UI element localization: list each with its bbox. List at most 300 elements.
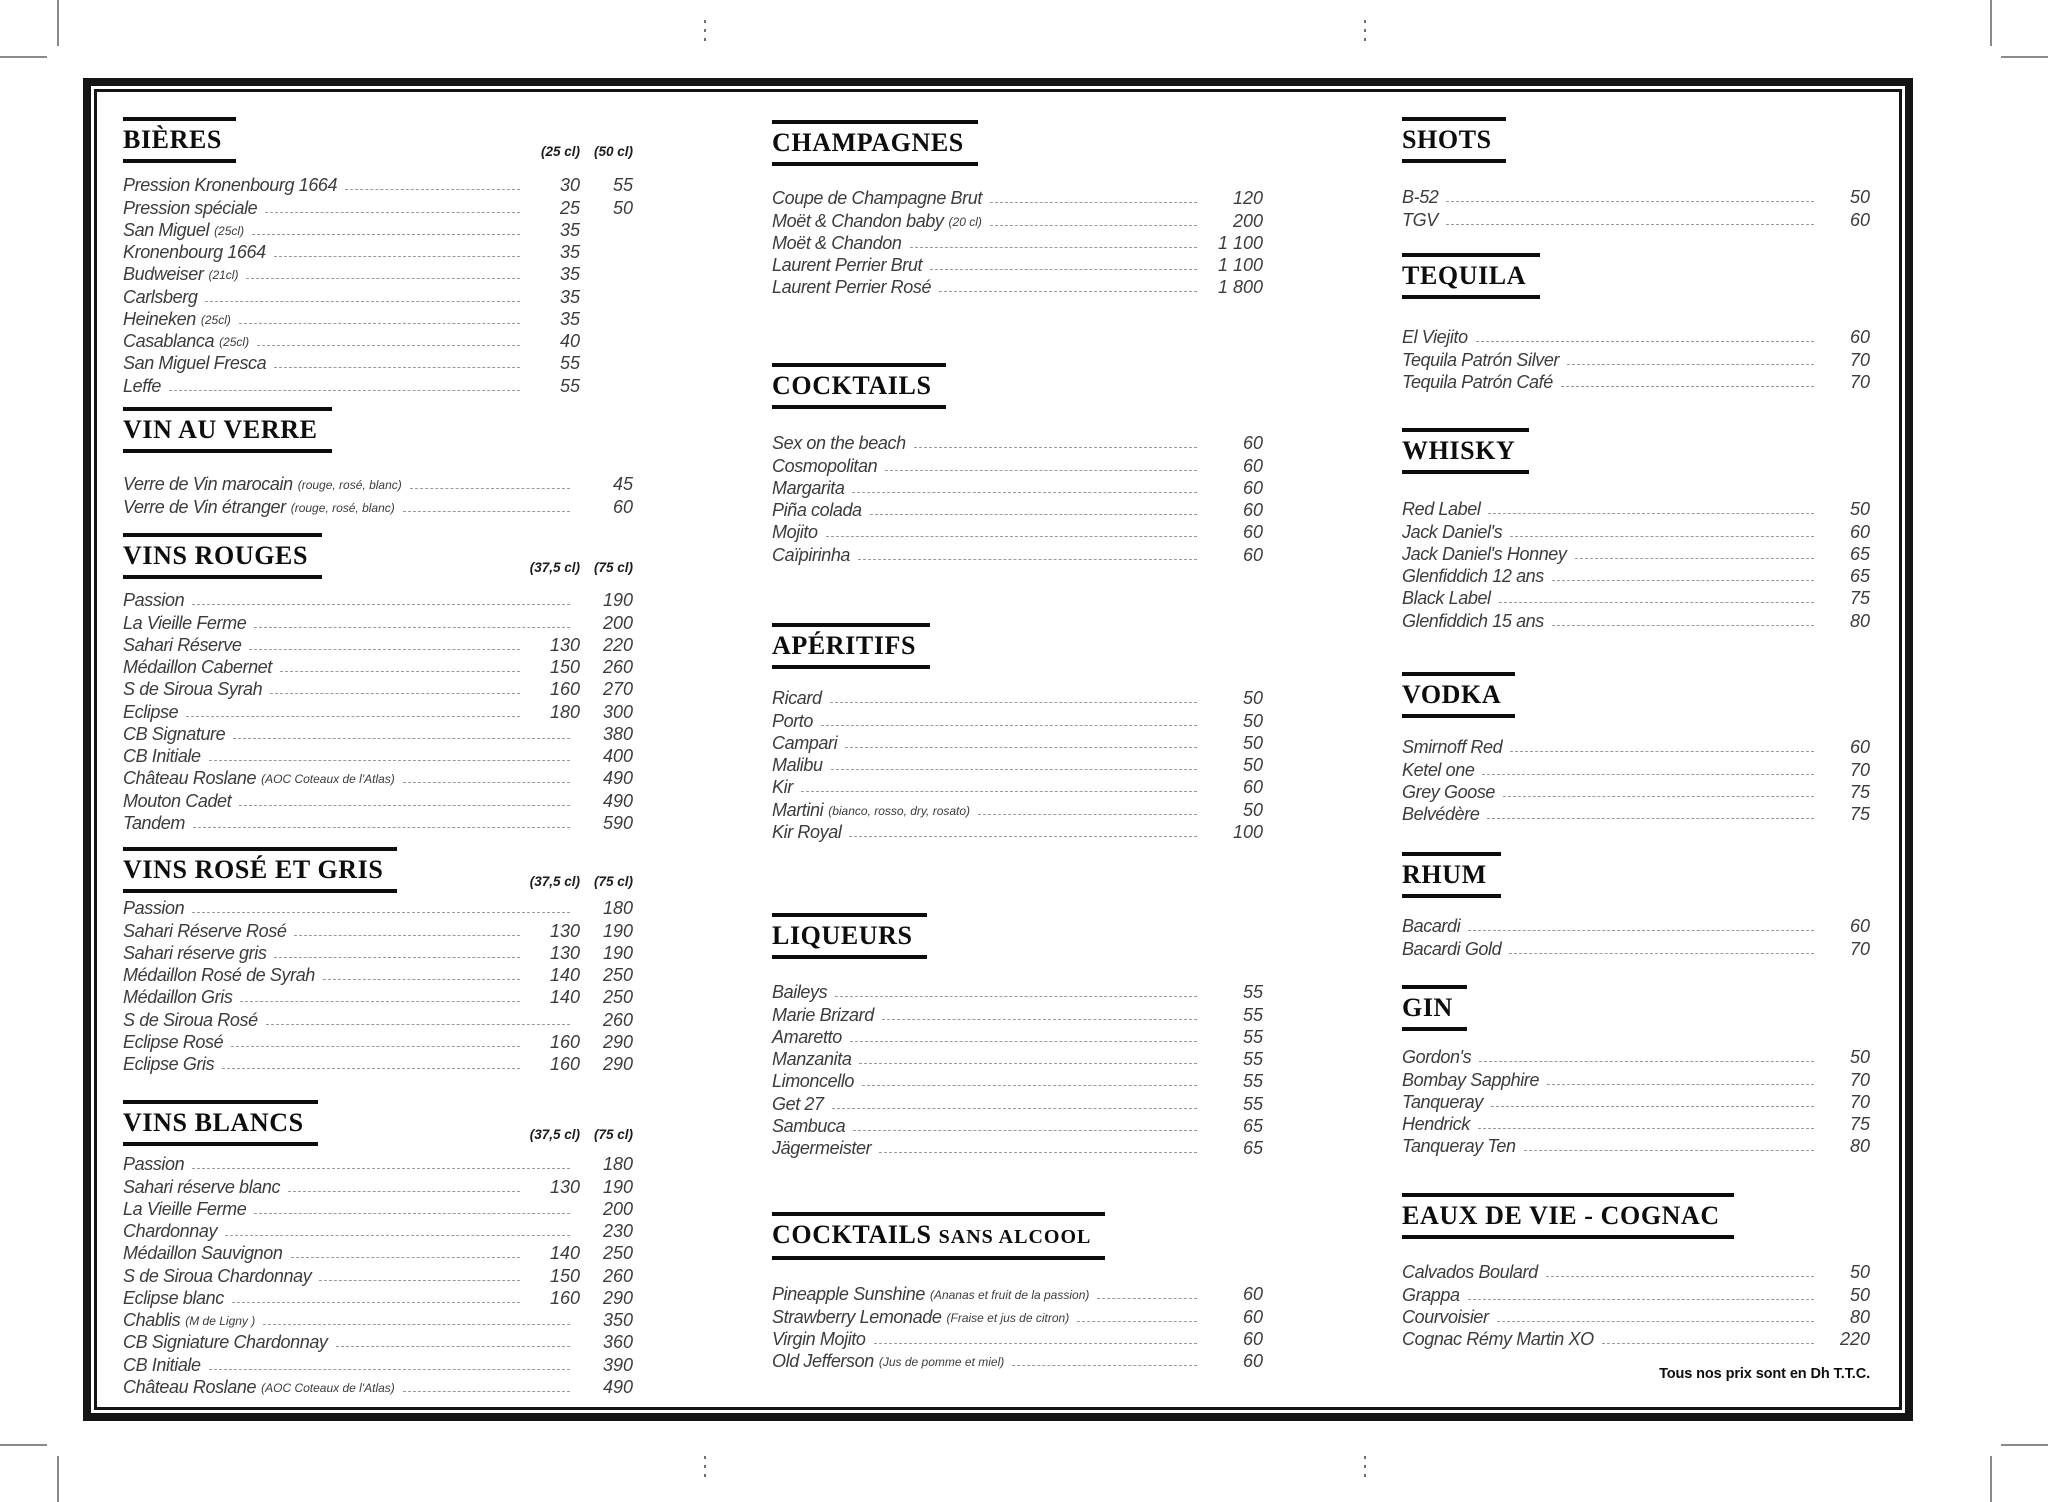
section-header [123, 1100, 633, 1146]
dot-leader [323, 979, 520, 980]
item-price: 60 [1849, 916, 1870, 937]
section-vin-au-verre [123, 407, 633, 517]
dot-leader [257, 345, 520, 346]
dot-leader [870, 514, 1197, 515]
item-name: Margarita [772, 477, 845, 498]
dot-leader [1503, 796, 1814, 797]
item-name: Gordon's [1402, 1047, 1472, 1068]
section-header [1402, 428, 1870, 474]
dot-leader [232, 1302, 520, 1303]
item-price: 55 [1242, 982, 1263, 1003]
item-name: Martini [772, 799, 824, 820]
dot-leader [192, 912, 570, 913]
dot-leader [1602, 1343, 1814, 1344]
dot-leader [263, 1324, 570, 1325]
item-price: 60 [1242, 522, 1263, 543]
size-label: (25 cl) [540, 144, 580, 159]
item-price-small: 160 [549, 1054, 580, 1074]
menu-item [123, 329, 633, 351]
dot-leader [930, 269, 1197, 270]
dot-leader [1499, 602, 1814, 603]
size-label: (37,5 cl) [529, 1127, 580, 1142]
item-price-large: 360 [602, 1332, 633, 1353]
item-price-large: 400 [602, 746, 633, 766]
item-name: Eclipse [123, 701, 179, 722]
item-name: Chablis [123, 1310, 181, 1330]
section-title: VINS ROUGES [123, 533, 322, 579]
menu-item [1402, 1305, 1870, 1327]
section-title: WHISKY [1402, 428, 1529, 474]
item-name: Red Label [1402, 499, 1481, 520]
item-price-large: 300 [602, 701, 633, 722]
item-price-small: 140 [549, 965, 580, 985]
menu-item [123, 588, 633, 610]
menu-item [123, 1308, 633, 1330]
dot-leader [231, 1046, 520, 1047]
item-price: 60 [1242, 477, 1263, 498]
item-price-small: 130 [549, 634, 580, 655]
size-column-labels [516, 1127, 633, 1142]
dot-leader [1097, 1298, 1197, 1299]
item-note: (25cl) [214, 223, 245, 238]
section-items [1402, 735, 1870, 824]
item-note: (25cl) [219, 335, 250, 349]
menu-item [123, 1007, 633, 1029]
menu-item [1402, 347, 1870, 369]
dot-leader [826, 536, 1197, 537]
dot-leader [270, 693, 520, 694]
section-title: VINS ROSÉ ET GRIS [123, 847, 397, 893]
item-price-large: 190 [602, 920, 633, 941]
item-name: Tequila Patrón Silver [1402, 349, 1560, 370]
section-items [772, 186, 1263, 297]
dot-leader [1012, 1365, 1197, 1366]
item-price: 80 [1849, 610, 1870, 631]
menu-item [772, 1069, 1263, 1091]
section-gin [1402, 985, 1870, 1156]
menu-item [123, 472, 633, 494]
item-name: Sahari Réserve Rosé [123, 920, 287, 941]
size-label: (75 cl) [593, 560, 633, 575]
crop-mark [1990, 1456, 1992, 1502]
section-title: GIN [1402, 985, 1467, 1031]
item-name: Sambuca [772, 1115, 846, 1136]
item-name: Budweiser [123, 264, 204, 285]
item-price-large: 290 [602, 1287, 633, 1308]
dot-leader [240, 1001, 520, 1002]
section-title: LIQUEURS [772, 913, 927, 959]
dot-leader [209, 760, 570, 761]
dot-leader [990, 225, 1197, 226]
menu-item [123, 494, 633, 516]
dot-leader [1497, 1321, 1814, 1322]
dot-leader [265, 212, 520, 213]
crop-mark [2001, 56, 2048, 58]
item-name: S de Siroua Syrah [123, 679, 263, 700]
item-price: 60 [1242, 1306, 1263, 1327]
dot-leader [1546, 1276, 1814, 1277]
dot-leader [1476, 341, 1814, 342]
section-header [123, 847, 633, 893]
registration-dots [1364, 20, 1366, 45]
menu-item [123, 373, 633, 395]
item-price-small: 35 [559, 219, 580, 240]
dot-leader [874, 1343, 1197, 1344]
item-name: Laurent Perrier Rosé [772, 277, 932, 298]
item-name: Bacardi [1402, 916, 1461, 937]
item-name: Grappa [1402, 1284, 1460, 1305]
dot-leader [193, 827, 570, 828]
size-column-labels [516, 144, 633, 159]
dot-leader [849, 836, 1197, 837]
menu-item [1402, 497, 1870, 519]
item-price: 50 [1242, 688, 1263, 709]
section-header [123, 117, 633, 163]
dot-leader [254, 627, 570, 628]
item-price: 75 [1849, 588, 1870, 609]
item-price-small: 30 [559, 175, 580, 196]
dot-leader [914, 447, 1197, 448]
item-name: La Vieille Ferme [123, 1198, 247, 1219]
dot-leader [1575, 558, 1814, 559]
item-name: B-52 [1402, 187, 1439, 208]
menu-item [123, 1219, 633, 1241]
item-price-small: 25 [559, 197, 580, 218]
item-price-small: 160 [549, 679, 580, 700]
item-name: CB Initiale [123, 1354, 201, 1375]
item-price: 120 [1232, 188, 1263, 209]
item-name: Get 27 [772, 1093, 824, 1114]
item-name: Manzanita [772, 1049, 852, 1069]
section-header [123, 533, 633, 579]
dot-leader [192, 604, 570, 605]
menu-item [1402, 564, 1870, 586]
menu-item [123, 173, 633, 195]
item-price: 55 [1242, 1004, 1263, 1025]
section-items [123, 173, 633, 396]
item-name: San Miguel [123, 219, 210, 240]
menu-item [1402, 542, 1870, 564]
item-name: Jägermeister [772, 1138, 872, 1158]
menu-item [1402, 1282, 1870, 1304]
item-price-large: 260 [602, 1265, 633, 1286]
section-items [1402, 325, 1870, 392]
dot-leader [1510, 536, 1814, 537]
section-items [772, 686, 1263, 842]
section-cocktails [772, 363, 1263, 565]
crop-mark [57, 1456, 59, 1502]
section-title: VINS BLANCS [123, 1100, 318, 1146]
dot-leader [1487, 818, 1814, 819]
item-price: 1 100 [1217, 232, 1263, 253]
menu-item [123, 1030, 633, 1052]
size-label: (37,5 cl) [529, 874, 580, 889]
item-name: Bombay Sapphire [1402, 1069, 1540, 1090]
section-items [123, 472, 633, 517]
item-name: Moët & Chandon [772, 232, 902, 253]
menu-item [772, 1025, 1263, 1047]
section-cocktails-sans-alcool [772, 1212, 1263, 1371]
menu-item [123, 788, 633, 810]
item-name: Château Roslane [123, 768, 257, 789]
menu-item [772, 542, 1263, 564]
item-note: (Jus de pomme et miel) [878, 1355, 1005, 1369]
menu-item [123, 699, 633, 721]
item-name: Jack Daniel's Honney [1402, 543, 1567, 564]
crop-mark [2001, 1444, 2048, 1446]
menu-item [123, 1197, 633, 1219]
dot-leader [274, 256, 520, 257]
item-note: (rouge, rosé, blanc) [297, 478, 402, 493]
menu-item [772, 753, 1263, 775]
menu-item [123, 195, 633, 217]
item-name: Marie Brizard [772, 1004, 874, 1025]
section-items [1402, 1260, 1870, 1349]
item-name: Calvados Boulard [1402, 1262, 1538, 1283]
item-price: 1 100 [1217, 255, 1263, 275]
crop-mark [0, 1444, 47, 1446]
menu-item [772, 476, 1263, 498]
item-price-small: 140 [549, 1243, 580, 1264]
menu-item [772, 1002, 1263, 1024]
section-title: APÉRITIFS [772, 623, 930, 669]
section-title: SHOTS [1402, 117, 1506, 163]
item-price: 65 [1849, 566, 1870, 586]
menu-item [123, 811, 633, 833]
section-title: EAUX DE VIE - COGNAC [1402, 1193, 1734, 1239]
item-note: (AOC Coteaux de l'Atlas) [261, 772, 395, 787]
item-price: 60 [1849, 521, 1870, 542]
section-shots [1402, 117, 1870, 230]
item-name: Château Roslane [123, 1376, 257, 1397]
item-price: 65 [1242, 1115, 1263, 1136]
dot-leader [1488, 513, 1814, 514]
section-items [123, 588, 633, 833]
item-name: Leffe [123, 375, 162, 396]
menu-item [1402, 1327, 1870, 1349]
item-price: 60 [1242, 433, 1263, 454]
item-price: 60 [1242, 1351, 1263, 1371]
dot-leader [1552, 580, 1814, 581]
item-name: Virgin Mojito [772, 1328, 866, 1349]
item-name: Courvoisier [1402, 1306, 1489, 1327]
section-title: RHUM [1402, 852, 1501, 898]
menu-item [123, 655, 633, 677]
menu-item [1402, 1090, 1870, 1112]
menu-item [1402, 370, 1870, 392]
size-label: (75 cl) [593, 874, 633, 889]
item-price-small: 150 [549, 657, 580, 677]
item-price-large: 45 [612, 474, 633, 495]
item-price: 50 [1849, 499, 1870, 520]
section-items [123, 896, 633, 1074]
item-price: 70 [1849, 349, 1870, 370]
dot-leader [1509, 953, 1814, 954]
item-name: Limoncello [772, 1071, 855, 1092]
dot-leader [205, 301, 520, 302]
crop-mark [0, 56, 47, 58]
item-name: Sahari Réserve [123, 634, 242, 655]
section-bieres [123, 117, 633, 396]
crop-mark [1990, 0, 1992, 46]
section-items [1402, 185, 1870, 230]
item-name: Ricard [772, 688, 822, 709]
section-header [1402, 1193, 1870, 1239]
item-name: El Viejito [1402, 327, 1468, 348]
item-price-large: 190 [602, 942, 633, 963]
menu-item [1402, 586, 1870, 608]
item-name: Tandem [123, 812, 185, 833]
size-column-labels [516, 560, 633, 575]
item-name: Black Label [1402, 588, 1491, 609]
menu-item [123, 633, 633, 655]
item-note: (20 cl) [948, 214, 982, 229]
section-champagnes [772, 120, 1263, 297]
menu-column-left [123, 0, 633, 1502]
item-price-small: 160 [549, 1287, 580, 1308]
dot-leader [1567, 364, 1814, 365]
section-header [1402, 852, 1870, 898]
item-note: (21cl) [208, 268, 239, 283]
section-vins-blancs [123, 1100, 633, 1397]
dot-leader [186, 716, 520, 717]
item-name: Sex on the beach [772, 433, 906, 454]
menu-item [1402, 802, 1870, 824]
dot-leader [345, 189, 520, 190]
item-price-large: 490 [602, 768, 633, 789]
item-price-large: 55 [612, 175, 633, 196]
menu-item [123, 351, 633, 373]
item-name: Eclipse Rosé [123, 1031, 224, 1052]
dot-leader [252, 234, 520, 235]
dot-leader [1446, 224, 1814, 225]
item-price-large: 380 [602, 723, 633, 744]
dot-leader [831, 769, 1197, 770]
section-eaux-de-vie-cognac [1402, 1193, 1870, 1349]
item-name: Sahari réserve blanc [123, 1176, 281, 1197]
menu-item [772, 186, 1263, 208]
item-name: Cognac Rémy Martin XO [1402, 1329, 1594, 1349]
dot-leader [403, 782, 570, 783]
size-label: (75 cl) [593, 1127, 633, 1142]
menu-item [772, 820, 1263, 842]
dot-leader [239, 323, 520, 324]
menu-item [772, 520, 1263, 542]
menu-item [1402, 325, 1870, 347]
item-price: 70 [1849, 1069, 1870, 1090]
item-price: 75 [1849, 781, 1870, 802]
menu-item [1402, 519, 1870, 541]
item-name: S de Siroua Chardonnay [123, 1265, 312, 1286]
item-name: Mojito [772, 522, 818, 543]
item-name: Médaillon Rosé de Syrah [123, 965, 315, 985]
item-price: 50 [1242, 732, 1263, 753]
menu-item [1402, 1067, 1870, 1089]
menu-item [123, 1174, 633, 1196]
menu-item [772, 1327, 1263, 1349]
dot-leader [978, 814, 1197, 815]
dot-leader [1446, 201, 1814, 202]
menu-item [772, 731, 1263, 753]
dot-leader [835, 996, 1197, 997]
dot-leader [858, 559, 1197, 560]
menu-item [123, 1263, 633, 1285]
menu-item [123, 1286, 633, 1308]
item-price-large: 590 [602, 812, 633, 833]
dot-leader [821, 725, 1197, 726]
item-name: Cosmopolitan [772, 455, 878, 476]
item-price: 55 [1242, 1026, 1263, 1047]
item-price-large: 270 [602, 679, 633, 700]
section-title-suffix: SANS ALCOOL [938, 1226, 1092, 1248]
item-price-small: 150 [549, 1265, 580, 1286]
item-price: 50 [1242, 710, 1263, 731]
item-name: Eclipse Gris [123, 1054, 215, 1074]
menu-column-right [1402, 0, 1870, 1502]
menu-item [123, 677, 633, 699]
item-name: Coupe de Champagne Brut [772, 188, 982, 209]
menu-item [123, 1330, 633, 1352]
item-price: 60 [1242, 777, 1263, 798]
item-price: 65 [1242, 1138, 1263, 1158]
item-note: (25cl) [200, 312, 231, 327]
section-title: CHAMPAGNES [772, 120, 978, 166]
dot-leader [1524, 1150, 1814, 1151]
menu-item [772, 1136, 1263, 1158]
item-name: Smirnoff Red [1402, 737, 1503, 758]
dot-leader [1077, 1321, 1197, 1322]
menu-item [123, 941, 633, 963]
item-name: Strawberry Lemonade [772, 1306, 942, 1327]
item-price: 60 [1242, 1284, 1263, 1305]
dot-leader [830, 702, 1197, 703]
dot-leader [1552, 625, 1814, 626]
item-price-large: 190 [602, 1176, 633, 1197]
menu-item [1402, 780, 1870, 802]
dot-leader [910, 247, 1198, 248]
dot-leader [853, 1130, 1197, 1131]
menu-item [1402, 735, 1870, 757]
dot-leader [1491, 1106, 1814, 1107]
menu-item [772, 1304, 1263, 1326]
item-name: Chardonnay [123, 1221, 218, 1241]
dot-leader [410, 488, 570, 489]
dot-leader [274, 957, 520, 958]
item-name: Pineapple Sunshine [772, 1284, 925, 1305]
menu-item [1402, 1045, 1870, 1067]
item-name: Baileys [772, 982, 828, 1003]
item-note: (AOC Coteaux de l'Atlas) [261, 1380, 395, 1395]
dot-leader [1510, 751, 1814, 752]
item-price-small: 35 [559, 308, 580, 329]
section-whisky [1402, 428, 1870, 631]
item-price: 75 [1849, 804, 1870, 824]
dot-leader [850, 1041, 1197, 1042]
menu-item [123, 284, 633, 306]
item-price-small: 40 [559, 331, 580, 351]
item-name: Médaillon Cabernet [123, 657, 272, 677]
dot-leader [1468, 930, 1814, 931]
menu-item [1402, 185, 1870, 207]
item-price-small: 180 [549, 701, 580, 722]
section-items [772, 431, 1263, 565]
item-price: 1 800 [1217, 277, 1263, 298]
menu-item [772, 498, 1263, 520]
section-title: VIN AU VERRE [123, 407, 332, 453]
dot-leader [249, 649, 520, 650]
menu-item [772, 208, 1263, 230]
menu-item [1402, 1260, 1870, 1282]
